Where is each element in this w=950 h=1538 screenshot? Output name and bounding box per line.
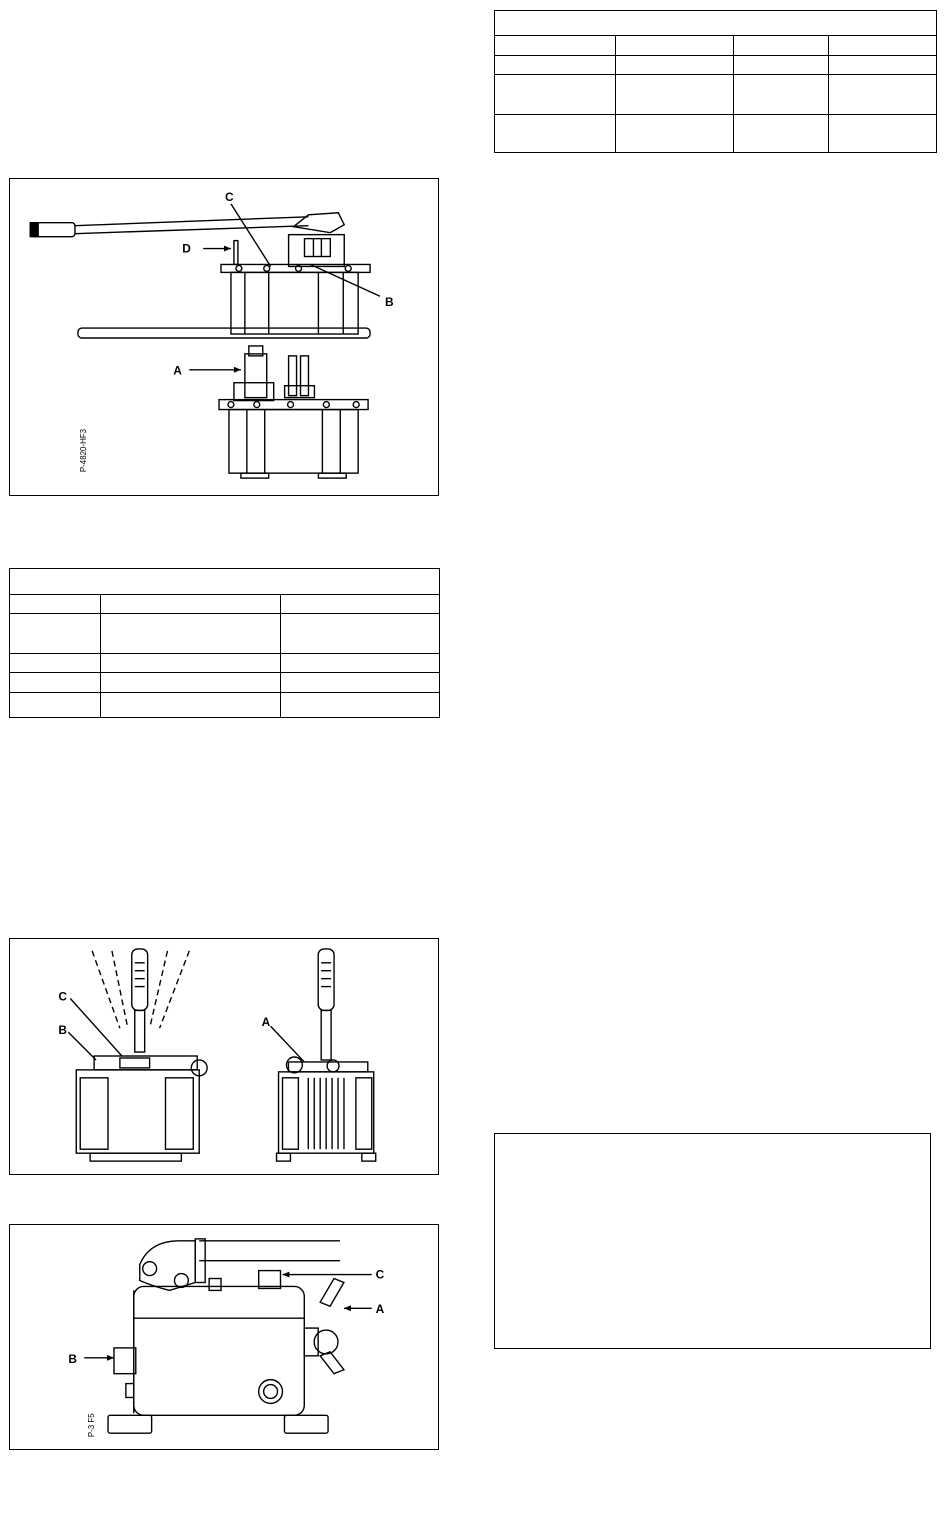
figure-pump-front-view — [9, 1224, 439, 1450]
table-row — [10, 614, 440, 654]
callout-c: C — [375, 1267, 385, 1282]
table-title-row — [10, 569, 440, 595]
pump-drawing — [10, 179, 438, 495]
table-row — [495, 115, 937, 153]
note-box — [494, 1133, 931, 1349]
table-row — [10, 673, 440, 693]
callout-a: A — [261, 1015, 271, 1030]
spec-table-left — [9, 568, 440, 718]
spec-table-top — [494, 10, 937, 153]
figure-code: P-4820-HF3 — [78, 428, 88, 473]
figure-lever-positions — [9, 938, 439, 1175]
lever-drawing — [10, 939, 438, 1174]
table-row — [10, 595, 440, 614]
callout-a: A — [375, 1302, 385, 1317]
callout-c: C — [58, 989, 67, 1004]
callout-b: B — [384, 295, 394, 310]
callout-d: D — [182, 241, 191, 256]
figure-code: P-3 F5 — [87, 1413, 97, 1438]
table-row — [495, 36, 937, 56]
pump-front-drawing — [10, 1225, 438, 1449]
callout-b: B — [68, 1351, 77, 1366]
table-title-row — [495, 11, 937, 36]
callout-a: A — [173, 363, 182, 378]
callout-c: C — [224, 189, 234, 204]
table-row — [495, 56, 937, 75]
figure-pump-side-views — [9, 178, 439, 496]
table-row — [495, 75, 937, 115]
table-row — [10, 693, 440, 718]
callout-b: B — [58, 1023, 67, 1038]
table-row — [10, 654, 440, 673]
